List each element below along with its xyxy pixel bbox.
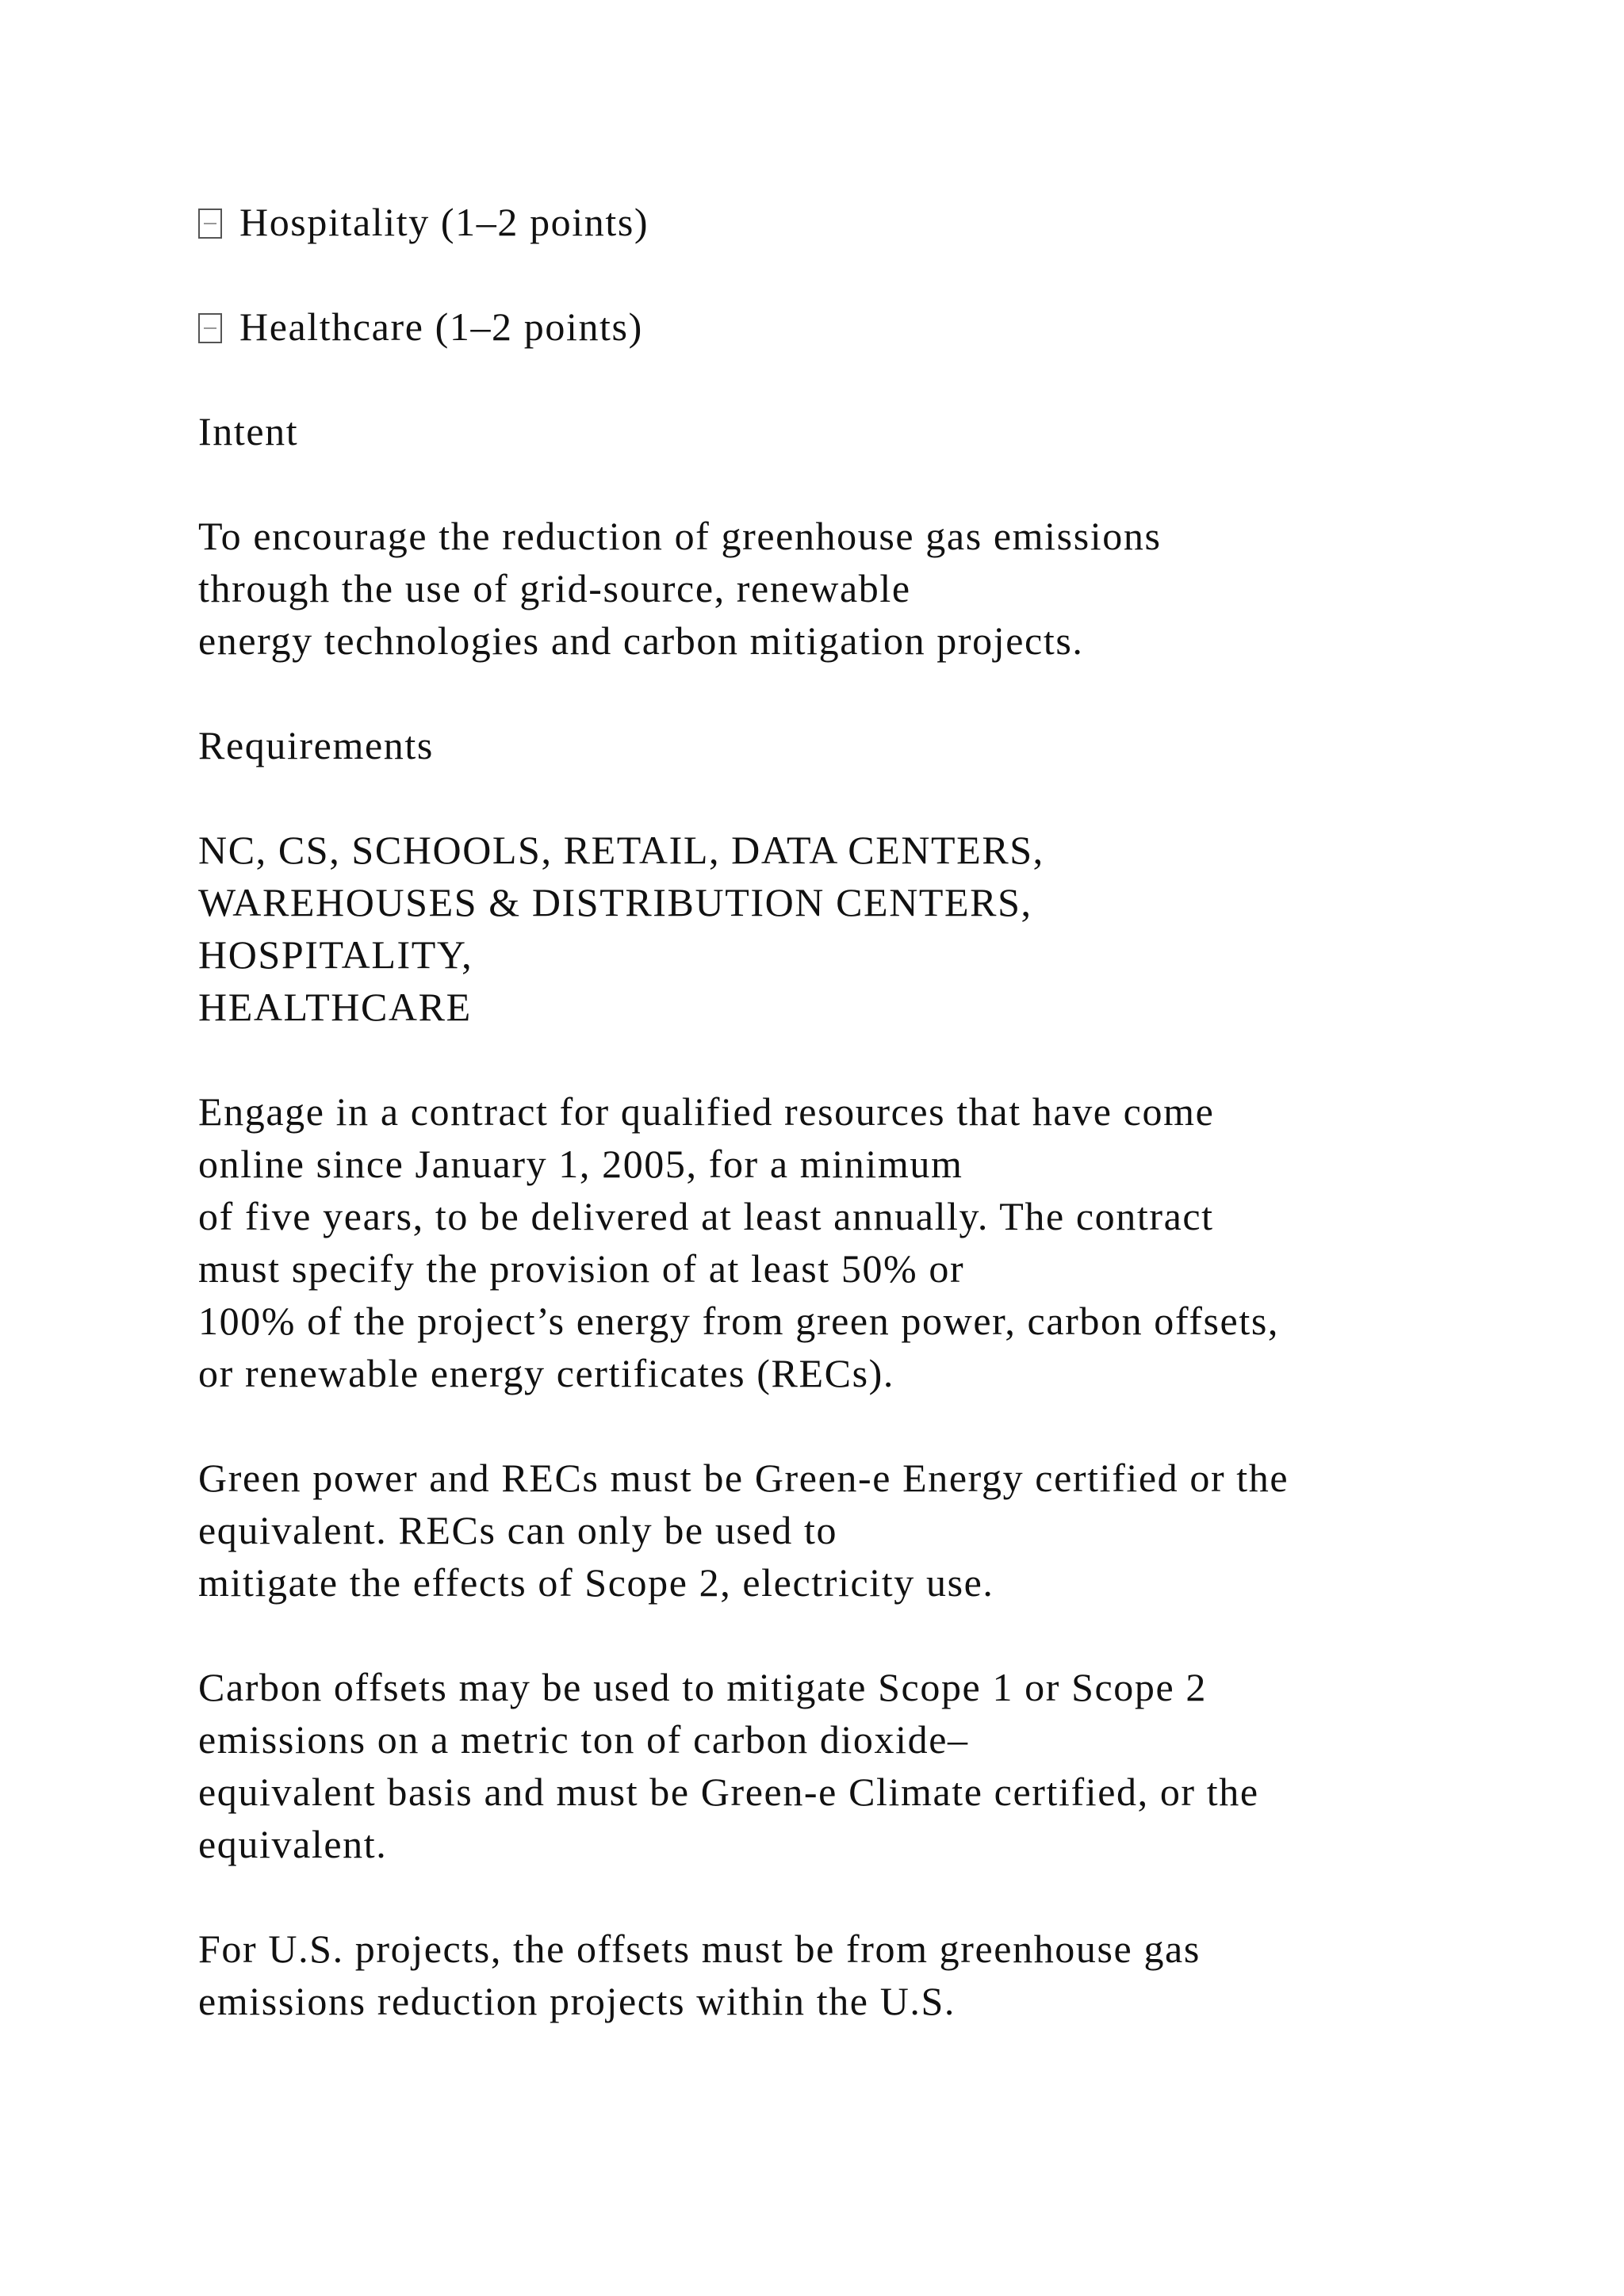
paragraph-line: For U.S. projects, the offsets must be from greenhouse gas xyxy=(198,1927,1201,1971)
heading-text: Intent xyxy=(198,409,299,453)
paragraph-line: online since January 1, 2005, for a minimum xyxy=(198,1142,963,1186)
contract-paragraph xyxy=(198,1085,1467,1399)
paragraph-line: HEALTHCARE xyxy=(198,985,472,1029)
applicability-paragraph xyxy=(198,824,1467,1033)
bullet-box-icon xyxy=(198,313,222,343)
paragraph-line: equivalent. RECs can only be used to xyxy=(198,1508,838,1552)
paragraph-line: HOSPITALITY, xyxy=(198,932,473,977)
bullet-item-hospitality xyxy=(198,196,1467,248)
intent-paragraph xyxy=(198,510,1467,667)
paragraph-line: through the use of grid-source, renewable xyxy=(198,566,911,610)
bullet-text: Healthcare (1–2 points) xyxy=(239,304,643,349)
paragraph-line: mitigate the effects of Scope 2, electricity use. xyxy=(198,1560,994,1605)
green-power-paragraph xyxy=(198,1452,1467,1609)
us-projects-paragraph xyxy=(198,1923,1467,2027)
paragraph-line: WAREHOUSES & DISTRIBUTION CENTERS, xyxy=(198,880,1032,924)
paragraph-line: of five years, to be delivered at least annually. The contract xyxy=(198,1194,1214,1238)
bullet-text: Hospitality (1–2 points) xyxy=(239,200,649,244)
bullet-box-icon xyxy=(198,209,222,239)
paragraph-line: Engage in a contract for qualified resources that have come xyxy=(198,1089,1215,1134)
document-body xyxy=(198,196,1467,2080)
paragraph-line: NC, CS, SCHOOLS, RETAIL, DATA CENTERS, xyxy=(198,828,1044,872)
paragraph-line: equivalent. xyxy=(198,1822,388,1866)
intent-heading xyxy=(198,405,1467,457)
heading-text: Requirements xyxy=(198,723,434,767)
paragraph-line: Carbon offsets may be used to mitigate Scope 1 or Scope 2 xyxy=(198,1665,1207,1709)
carbon-offsets-paragraph xyxy=(198,1661,1467,1870)
bullet-item-healthcare xyxy=(198,300,1467,353)
paragraph-line: energy technologies and carbon mitigation projects. xyxy=(198,618,1084,663)
paragraph-line: emissions reduction projects within the U.S. xyxy=(198,1979,956,2023)
paragraph-line: or renewable energy certificates (RECs). xyxy=(198,1351,894,1395)
requirements-heading xyxy=(198,719,1467,771)
paragraph-line: Green power and RECs must be Green-e Energy certified or the xyxy=(198,1456,1289,1500)
paragraph-line: emissions on a metric ton of carbon dioxide– xyxy=(198,1717,969,1762)
paragraph-line: To encourage the reduction of greenhouse gas emissions xyxy=(198,514,1162,558)
paragraph-line: must specify the provision of at least 50% or xyxy=(198,1246,965,1291)
paragraph-line: equivalent basis and must be Green-e Climate certified, or the xyxy=(198,1770,1259,1814)
paragraph-line: 100% of the project’s energy from green power, carbon offsets, xyxy=(198,1299,1279,1343)
